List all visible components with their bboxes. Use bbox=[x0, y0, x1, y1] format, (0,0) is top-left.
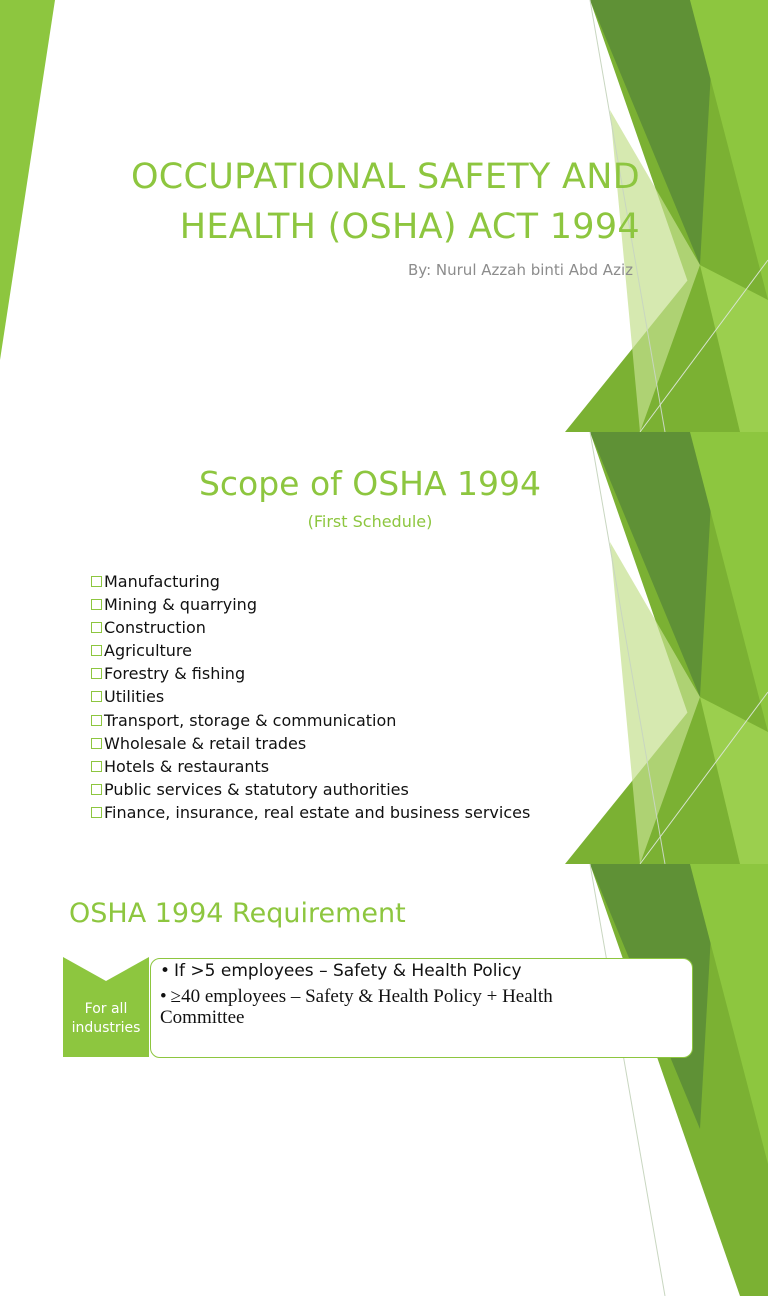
industry-badge: For all industries bbox=[63, 957, 149, 1057]
checkbox-outline-icon bbox=[91, 668, 102, 679]
list-item: Public services & statutory authorities bbox=[91, 778, 530, 801]
requirement-slide bbox=[0, 864, 768, 1036]
badge-chevron-decoration bbox=[63, 957, 149, 983]
requirement-bullet: • ≥40 employees – Safety & Health Policy + Health Committee bbox=[160, 986, 553, 1028]
checkbox-outline-icon bbox=[91, 622, 102, 633]
list-item: Wholesale & retail trades bbox=[91, 732, 530, 755]
presentation-title bbox=[20, 152, 640, 252]
scope-slide bbox=[0, 432, 768, 864]
checkbox-outline-icon bbox=[91, 807, 102, 818]
checkbox-outline-icon bbox=[91, 576, 102, 587]
checkbox-outline-icon bbox=[91, 761, 102, 772]
title-line-1: OCCUPATIONAL SAFETY AND bbox=[130, 157, 640, 197]
checkbox-outline-icon bbox=[91, 715, 102, 726]
list-item: Construction bbox=[91, 616, 530, 639]
list-item: Transport, storage & communication bbox=[91, 709, 530, 732]
scope-title: Scope of OSHA 1994 bbox=[198, 464, 542, 503]
list-item: Utilities bbox=[91, 685, 530, 708]
list-item: Manufacturing bbox=[91, 570, 530, 593]
requirement-bullet: • If >5 employees – Safety & Health Policy bbox=[160, 961, 522, 981]
industry-list bbox=[91, 570, 530, 824]
checkbox-outline-icon bbox=[91, 738, 102, 749]
list-item: Agriculture bbox=[91, 639, 530, 662]
requirement-title: OSHA 1994 Requirement bbox=[69, 898, 406, 929]
title-slide bbox=[0, 0, 768, 432]
list-item: Finance, insurance, real estate and business services bbox=[91, 801, 530, 824]
scope-subtitle: (First Schedule) bbox=[307, 512, 433, 531]
list-item: Forestry & fishing bbox=[91, 662, 530, 685]
checkbox-outline-icon bbox=[91, 599, 102, 610]
checkbox-outline-icon bbox=[91, 645, 102, 656]
checkbox-outline-icon bbox=[91, 691, 102, 702]
author-byline: By: Nurul Azzah binti Abd Aziz bbox=[408, 261, 633, 279]
title-line-2: HEALTH (OSHA) ACT 1994 bbox=[179, 207, 640, 247]
list-item: Hotels & restaurants bbox=[91, 755, 530, 778]
checkbox-outline-icon bbox=[91, 784, 102, 795]
list-item: Mining & quarrying bbox=[91, 593, 530, 616]
